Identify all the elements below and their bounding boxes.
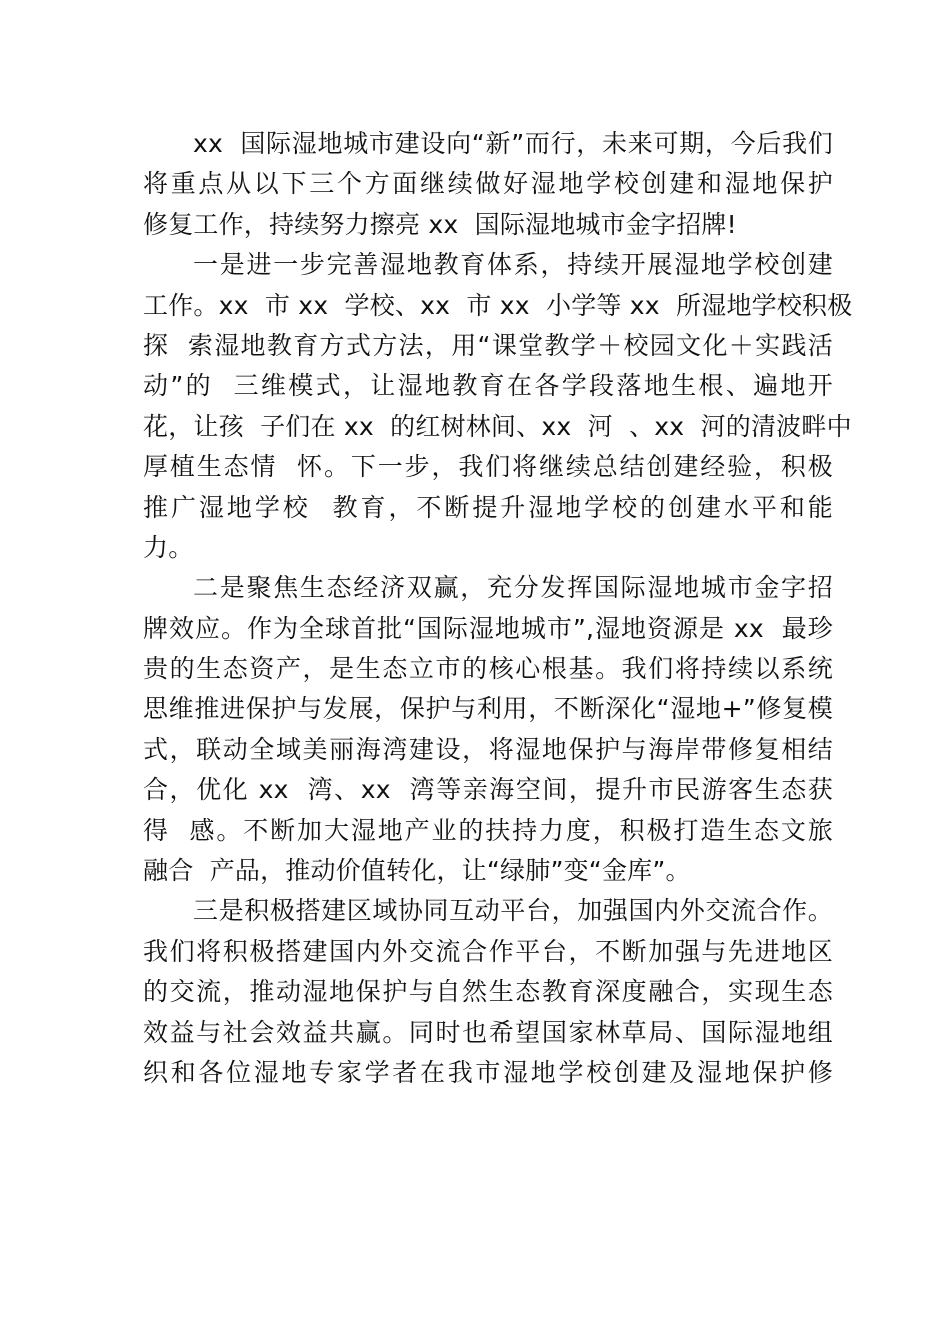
text-line: 厚植生态情 怀。下一步，我们将继续总结创建经验，积极 (143, 452, 833, 482)
text-line: 力。 (143, 532, 194, 562)
text-line: 效益与社会效益共赢。同时也希望国家林草局、国际湿地组 (143, 1017, 833, 1047)
text-line: 思维推进保护与发展，保护与利用，不断深化“湿地+”修复模 (143, 694, 833, 724)
text-line: 得 感。不断加大湿地产业的扶持力度，积极打造生态文旅 (143, 815, 833, 845)
text-line: xx 国际湿地城市建设向“新”而行，未来可期，今后我们 (193, 129, 833, 158)
text-line: 修复工作，持续努力擦亮 xx 国际湿地城市金字招牌! (143, 209, 737, 239)
text-line: 我们将积极搭建国内外交流合作平台，不断加强与先进地区 (143, 936, 833, 966)
paragraph-intro (143, 124, 833, 245)
text-line: 二是聚焦生态经济双赢，充分发挥国际湿地城市金字招 (193, 573, 833, 603)
text-line: 式，联动全域美丽海湾建设，将湿地保护与海岸带修复相结 (143, 734, 833, 764)
text-line: 贵的生态资产，是生态立市的核心根基。我们将持续以系统 (143, 654, 833, 684)
text-line: 的交流，推动湿地保护与自然生态教育深度融合，实现生态 (143, 977, 833, 1007)
paragraph-point-two (143, 568, 833, 891)
text-line: 动”的 三维模式，让湿地教育在各学段落地生根、遍地开 (143, 371, 833, 401)
text-line: 三是积极搭建区域协同互动平台，加强国内外交流合作。 (193, 896, 833, 926)
text-line: 融合 产品，推动价值转化，让“绿肺”变“金库”。 (143, 856, 691, 886)
text-line: 将重点从以下三个方面继续做好湿地学校创建和湿地保护 (143, 169, 833, 199)
text-line: 探 索湿地教育方式方法，用“课堂教学＋校园文化＋实践活 (143, 330, 833, 360)
paragraph-point-three (143, 891, 833, 1093)
document-body (143, 124, 853, 1093)
text-line: 花，让孩 子们在 xx 的红树林间、xx 河 、xx 河的清波畔中 (143, 411, 852, 441)
text-line: 牌效应。作为全球首批“国际湿地城市”,湿地资源是 xx 最珍 (143, 613, 833, 643)
text-line: 一是进一步完善湿地教育体系，持续开展湿地学校创建 (193, 250, 833, 280)
paragraph-point-one (143, 245, 853, 568)
text-line: 织和各位湿地专家学者在我市湿地学校创建及湿地保护修 (143, 1057, 833, 1087)
text-line: 推广湿地学校 教育，不断提升湿地学校的创建水平和能 (143, 492, 833, 522)
text-line: 工作。xx 市 xx 学校、xx 市 xx 小学等 xx 所湿地学校积极 (143, 290, 853, 320)
text-line: 合，优化 xx 湾、xx 湾等亲海空间，提升市民游客生态获 (143, 775, 833, 805)
